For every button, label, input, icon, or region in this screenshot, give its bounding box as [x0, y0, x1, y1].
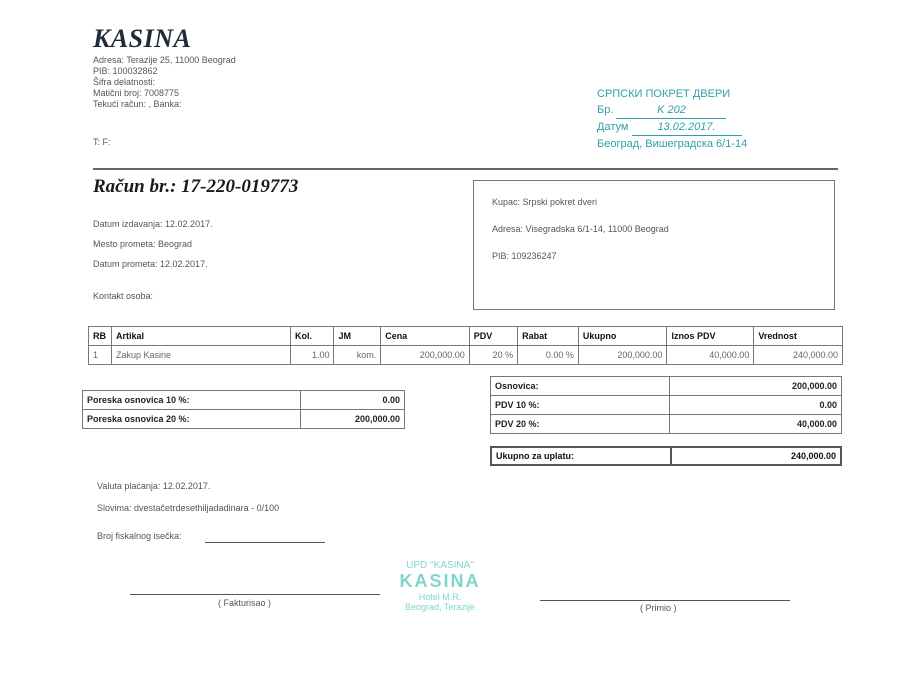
invoice-issue-date: Datum izdavanja: 12.02.2017. — [93, 219, 213, 229]
stamp-date-label: Датум — [597, 121, 629, 133]
cell-ukupno: 200,000.00 — [578, 346, 667, 365]
tax-base-value: 0.00 — [301, 391, 405, 410]
stamp-place: Београд, Вишеградска 6/1-14 — [597, 138, 748, 150]
grand-total-label: Ukupno za uplatu: — [491, 447, 671, 465]
stamp-number-label: Бр. — [597, 104, 614, 116]
grand-total-value: 240,000.00 — [671, 447, 841, 465]
cell-kol: 1.00 — [291, 346, 334, 365]
company-bank-account: Tekući račun: , Banka: — [93, 99, 182, 109]
tax-base-label: Poreska osnovica 10 %: — [83, 391, 301, 410]
col-rb: RB — [89, 327, 112, 346]
table-row — [89, 346, 843, 365]
company-address: Adresa: Terazije 25, 11000 Beograd — [93, 55, 236, 65]
totals-label: PDV 20 %: — [491, 415, 670, 434]
stamp-number-value: K 202 — [616, 102, 726, 119]
col-iznos-pdv: Iznos PDV — [667, 327, 754, 346]
totals-label: PDV 10 %: — [491, 396, 670, 415]
amount-in-words: Slovima: dvestačetrdesethiljadadinara - 0/100 — [97, 503, 280, 513]
invoice-title: Račun br.: 17-220-019773 — [93, 176, 299, 197]
invoice-service-date: Datum prometa: 12.02.2017. — [93, 259, 208, 269]
company-phone-fax: T: F: — [93, 137, 111, 147]
stamp-bottom-line-1: UPD "KASINA" — [406, 560, 474, 571]
company-info — [93, 55, 236, 110]
tax-base-row — [83, 410, 405, 429]
cell-iznos-pdv: 40,000.00 — [667, 346, 754, 365]
col-rabat: Rabat — [518, 327, 579, 346]
stamp-date-row — [597, 119, 782, 136]
cell-vrednost: 240,000.00 — [754, 346, 843, 365]
header-divider — [93, 168, 838, 170]
totals-row — [491, 377, 842, 396]
totals-row — [491, 415, 842, 434]
invoice-place: Mesto prometa: Beograd — [93, 239, 193, 249]
company-logo: KASINA — [93, 24, 192, 53]
cell-jm: kom. — [334, 346, 381, 365]
totals-row — [491, 396, 842, 415]
company-activity-code: Šifra delatnosti: — [93, 77, 156, 87]
company-registration-number: Matični broj: 7008775 — [93, 88, 180, 98]
stamp-bottom-line-2: KASINA — [399, 571, 481, 591]
cell-rabat: 0.00 % — [518, 346, 579, 365]
cell-rb: 1 — [89, 346, 112, 365]
grand-total-table — [490, 446, 842, 466]
stamp-number-row — [597, 102, 782, 119]
stamp-date-value: 13.02.2017. — [632, 119, 742, 136]
tax-base-value: 200,000.00 — [301, 410, 405, 429]
fiscal-receipt-label: Broj fiskalnog isečka: — [97, 531, 182, 541]
signature-label-invoiced: ( Fakturisao ) — [218, 598, 272, 608]
totals-value: 0.00 — [670, 396, 842, 415]
cell-artikal: Zakup Kasine — [112, 346, 291, 365]
cell-cena: 200,000.00 — [381, 346, 470, 365]
fiscal-receipt-line — [205, 542, 325, 543]
buyer-pib: PIB: 109236247 — [492, 251, 557, 261]
col-artikal: Artikal — [112, 327, 291, 346]
totals-table — [490, 376, 842, 434]
totals-label: Osnovica: — [491, 377, 670, 396]
col-vrednost: Vrednost — [754, 327, 843, 346]
payment-due-date: Valuta plaćanja: 12.02.2017. — [97, 481, 211, 491]
tax-base-label: Poreska osnovica 20 %: — [83, 410, 301, 429]
col-pdv: PDV — [469, 327, 517, 346]
col-cena: Cena — [381, 327, 470, 346]
col-ukupno: Ukupno — [578, 327, 667, 346]
cell-pdv: 20 % — [469, 346, 517, 365]
totals-value: 40,000.00 — [670, 415, 842, 434]
items-header-row — [89, 327, 843, 346]
signature-line-received — [540, 600, 790, 601]
signature-line-invoiced — [130, 594, 380, 595]
tax-base-table — [82, 390, 405, 429]
col-kol: Kol. — [291, 327, 334, 346]
invoice-meta — [93, 214, 213, 306]
stamp-organization: СРПСКИ ПОКРЕТ ДВЕРИ — [597, 88, 731, 100]
signature-label-received: ( Primio ) — [640, 603, 677, 613]
company-pib: PIB: 100032862 — [93, 66, 158, 76]
buyer-address: Adresa: Visegradska 6/1-14, 11000 Beograd — [492, 224, 669, 234]
stamp-bottom-line-4: Beograd, Terazije — [405, 602, 475, 612]
tax-base-row — [83, 391, 405, 410]
totals-value: 200,000.00 — [670, 377, 842, 396]
items-table — [88, 326, 843, 365]
grand-total-row — [491, 447, 841, 465]
company-stamp — [360, 560, 520, 612]
col-jm: JM — [334, 327, 381, 346]
buyer-box — [473, 180, 835, 310]
invoice-contact-person: Kontakt osoba: — [93, 291, 154, 301]
stamp-bottom-line-3: Hotel M.R. — [418, 592, 462, 602]
received-stamp — [597, 86, 782, 152]
buyer-name: Kupac: Srpski pokret dveri — [492, 197, 598, 207]
